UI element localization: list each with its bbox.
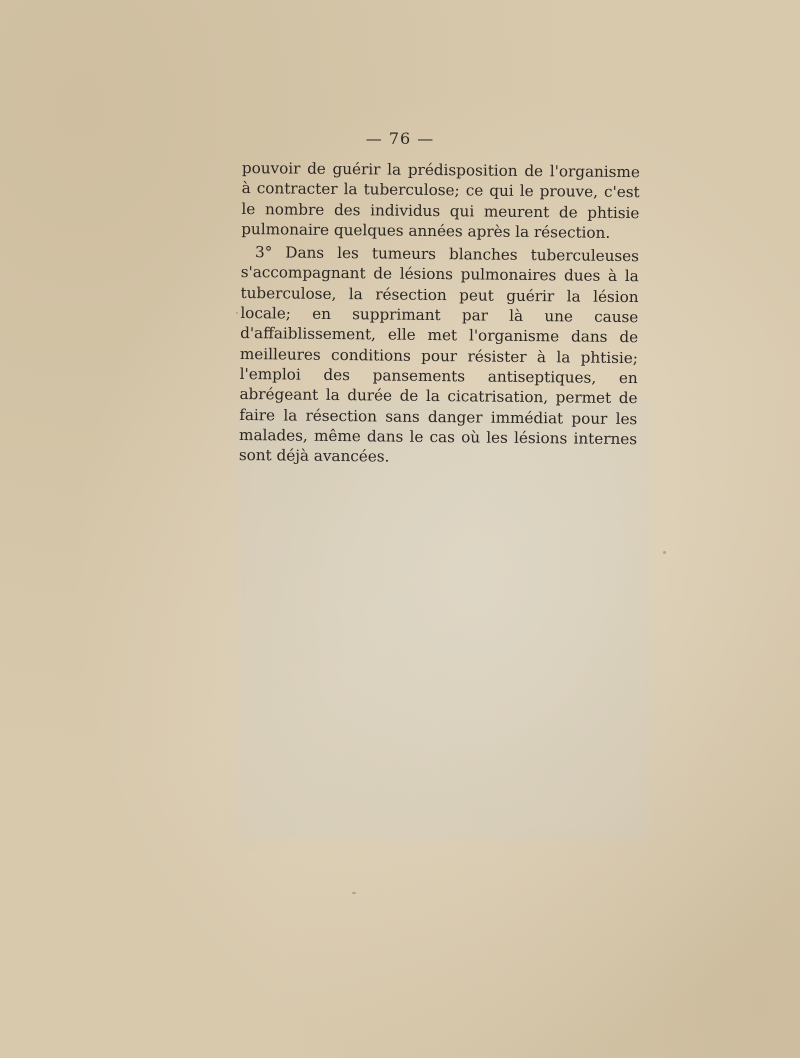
paper-speck bbox=[663, 551, 666, 554]
body-text bbox=[239, 158, 640, 470]
page-number: — 76 — bbox=[365, 129, 435, 148]
paragraph-1: pouvoir de guérir la prédisposition de l'organisme à contracter la tuberculose; ce qui le prouve, c'est le nombre des individus qui meurent de phtisie pulmonaire quelques années après la résection. bbox=[241, 158, 640, 242]
paper-speck bbox=[352, 892, 356, 894]
paper-speck bbox=[236, 312, 238, 314]
paragraph-2: 3° Dans les tumeurs blanches tuberculeuses s'accompagnant de lésions pulmonaires dues à la tuberculose, la résection peut guérir la lésion locale; en supprimant par là une cause d'affaiblissement, elle met l'organisme dans de meilleures conditions pour résister à la phtisie; l'emploi des pansements antiseptiques, en abrégeant la durée de la cicatrisation, permet de faire la résection sans danger immédiat pour les malades, même dans le cas où les lésions internes sont déjà avancées. bbox=[238, 243, 640, 466]
